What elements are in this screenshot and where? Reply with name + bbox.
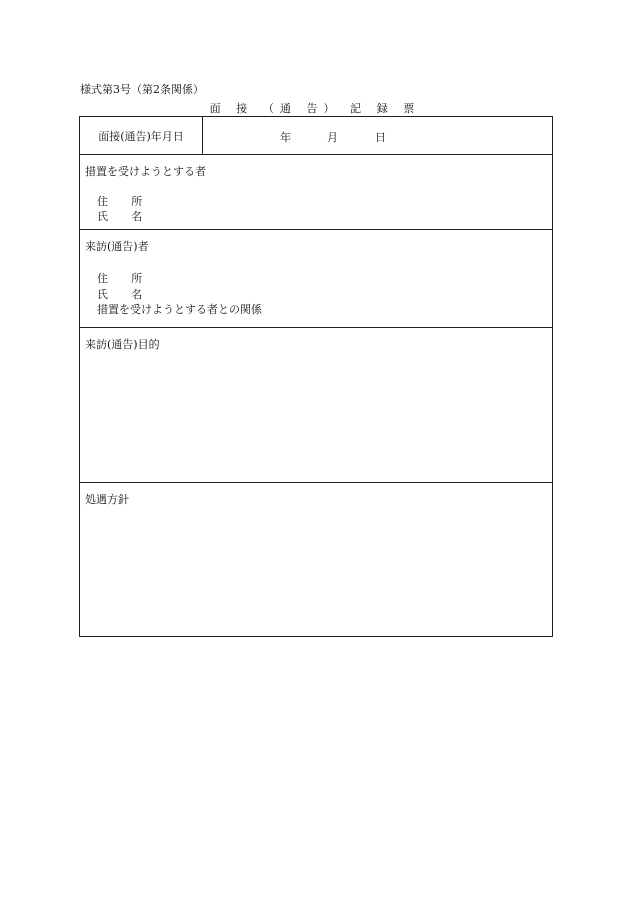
interview-date-label: 面接(通告)年月日 — [80, 117, 203, 154]
month-label: 月 — [327, 131, 338, 144]
interview-date-field[interactable] — [203, 117, 552, 154]
form-title: 面 接 （通 告） 記 録 票 — [209, 102, 421, 115]
visitor-name-label: 氏 名 — [97, 288, 153, 301]
visitor-section[interactable] — [80, 230, 552, 328]
form-number: 様式第3号（第2条関係） — [80, 83, 204, 96]
visitor-address-label: 住 所 — [97, 272, 153, 285]
day-label: 日 — [375, 131, 386, 144]
visitor-heading: 来訪(通告)者 — [85, 240, 149, 253]
treatment-policy-heading: 処遇方針 — [85, 493, 129, 506]
year-label: 年 — [280, 131, 291, 144]
treatment-policy-section[interactable] — [80, 483, 552, 636]
subject-person-section[interactable] — [80, 155, 552, 230]
interview-date-row — [80, 117, 552, 155]
subject-address-label: 住 所 — [97, 195, 153, 208]
record-table — [79, 116, 553, 637]
subject-person-heading: 措置を受けようとする者 — [85, 165, 206, 178]
visit-purpose-section[interactable] — [80, 328, 552, 483]
visitor-relation-label: 措置を受けようとする者との関係 — [97, 303, 262, 316]
subject-name-label: 氏 名 — [97, 210, 153, 223]
visit-purpose-heading: 来訪(通告)目的 — [85, 338, 160, 351]
